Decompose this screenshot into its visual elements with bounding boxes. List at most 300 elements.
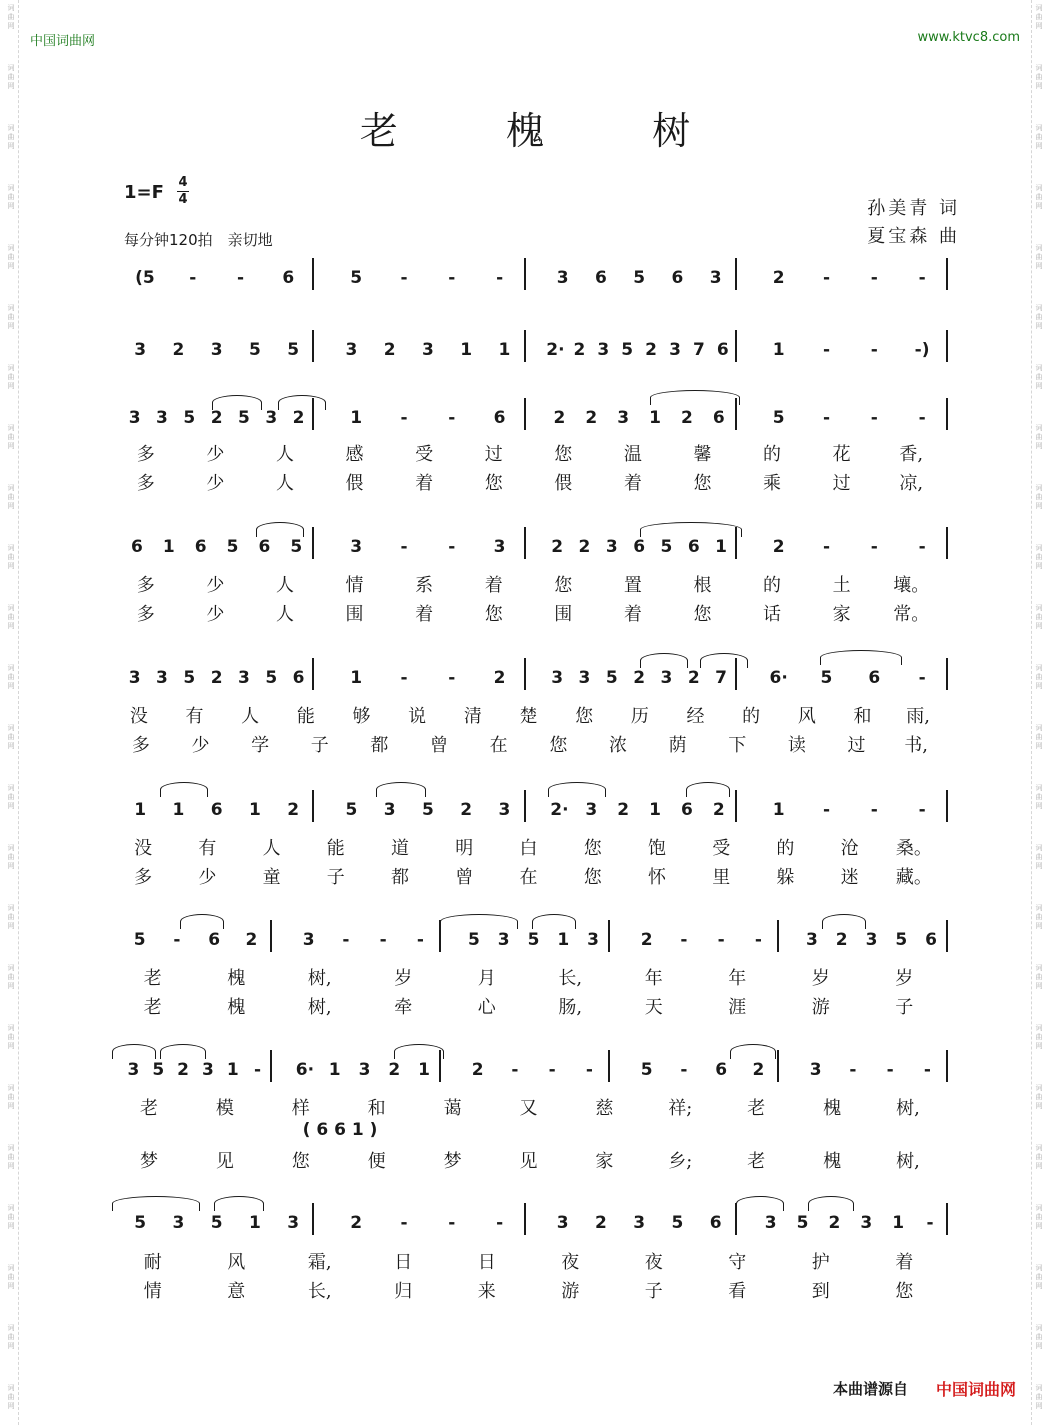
lyric-verse-2: 长, xyxy=(307,1281,332,1302)
watermark-text: 词 曲 网 xyxy=(1035,904,1043,930)
alternate-notes: ( 6 6 1 ) xyxy=(302,1120,378,1140)
note: 5 xyxy=(290,537,303,557)
note: 6 xyxy=(712,408,725,428)
note: 1 xyxy=(498,340,511,360)
lyric-verse-2: 您 xyxy=(583,867,602,888)
note: 5 xyxy=(238,408,250,428)
lyric-verse-1: 能 xyxy=(326,838,345,859)
note: 3 xyxy=(585,800,598,820)
watermark-text: 词 曲 网 xyxy=(1035,604,1043,630)
watermark-text: 词 曲 网 xyxy=(7,1384,15,1410)
lyric-verse-1: 的 xyxy=(763,575,782,596)
note: 6 xyxy=(925,930,938,950)
note: 6 xyxy=(633,537,646,557)
lyric-verse-1: 道 xyxy=(391,838,410,859)
note: 2 xyxy=(245,930,258,950)
note: - xyxy=(822,340,830,360)
bar-line xyxy=(524,527,526,559)
note: 5 xyxy=(183,408,196,428)
note: - xyxy=(585,1060,593,1080)
note: 1 xyxy=(350,408,363,428)
lyric-verse-1: 没 xyxy=(129,706,148,727)
note: - xyxy=(923,1060,931,1080)
watermark-text: 词 曲 网 xyxy=(1035,1144,1043,1170)
note: 6 xyxy=(687,537,700,557)
lyric-verse-1: 有 xyxy=(198,838,217,859)
lyric-verse-1: 和 xyxy=(853,706,872,727)
note: 6 xyxy=(292,668,305,688)
lyric-verse-2: 家 xyxy=(595,1151,614,1172)
note: (5 xyxy=(135,268,155,288)
note: 1 xyxy=(162,537,175,557)
note: 1 xyxy=(649,800,661,820)
bar-line xyxy=(524,1203,526,1235)
note: 5 xyxy=(421,800,434,820)
note: 6· xyxy=(295,1060,315,1080)
lyric-verse-1: 白 xyxy=(519,838,538,859)
watermark-text: 词 曲 网 xyxy=(1035,124,1043,150)
note: 5 xyxy=(345,800,358,820)
note: 3 xyxy=(201,1060,214,1080)
slur xyxy=(256,522,304,537)
lyric-verse-1: 和 xyxy=(367,1098,386,1119)
watermark-text: 词 曲 网 xyxy=(7,424,15,450)
note: 2 xyxy=(383,340,396,360)
note: 6 xyxy=(210,800,223,820)
note: 3 xyxy=(860,1213,873,1233)
lyric-verse-1: 土 xyxy=(832,575,851,596)
lyric-verse-2: 您 xyxy=(291,1151,310,1172)
note: 2 xyxy=(553,408,566,428)
note: 2 xyxy=(460,800,473,820)
slur xyxy=(822,914,866,929)
lyric-verse-2: 多 xyxy=(136,604,155,625)
lyric-verse-2: 树, xyxy=(896,1151,920,1172)
watermark-text: 词 曲 网 xyxy=(7,1084,15,1110)
note: 2 xyxy=(752,1060,765,1080)
composer-credit: 夏宝森 曲 xyxy=(867,226,960,247)
lyric-verse-2: 童 xyxy=(262,867,281,888)
note: 2 xyxy=(172,340,185,360)
bar-line xyxy=(946,398,948,430)
note: 2 xyxy=(617,800,630,820)
lyric-verse-1: 日 xyxy=(477,1252,496,1273)
lyric-verse-2: 槐 xyxy=(227,997,246,1018)
lyric-verse-1: 置 xyxy=(623,575,642,596)
note: 5 xyxy=(820,668,833,688)
note: 5 xyxy=(660,537,673,557)
note: 5 xyxy=(152,1060,165,1080)
lyric-verse-2: 多 xyxy=(136,473,155,494)
lyricist-credit: 孙美青 词 xyxy=(867,198,960,219)
note: 3 xyxy=(128,408,141,428)
slur xyxy=(820,650,902,665)
note: 3 xyxy=(597,340,610,360)
bar-line xyxy=(524,398,526,430)
lyric-verse-1: 槐 xyxy=(227,968,246,989)
bar-line xyxy=(270,1050,272,1082)
watermark-text: 词 曲 网 xyxy=(7,724,15,750)
lyric-verse-2: 看 xyxy=(728,1281,747,1302)
note: 5 xyxy=(467,930,480,950)
note: - xyxy=(400,537,408,557)
note: - xyxy=(717,930,725,950)
slur xyxy=(730,1044,776,1059)
note: - xyxy=(448,268,456,288)
note: - xyxy=(496,268,504,288)
note: - xyxy=(680,1060,688,1080)
lyric-verse-1: 的 xyxy=(776,838,795,859)
note: 2 xyxy=(471,1060,484,1080)
lyric-verse-1: 过 xyxy=(484,444,503,465)
lyric-verse-1: 情 xyxy=(345,575,364,596)
bar-line xyxy=(524,658,526,690)
lyric-verse-2: 心 xyxy=(477,997,496,1018)
site-url-top-right[interactable]: www.ktvc8.com xyxy=(917,30,1020,45)
note: 5 xyxy=(671,1213,684,1233)
note: 3 xyxy=(287,1213,300,1233)
note: 5 xyxy=(226,537,239,557)
left-watermark-strip xyxy=(4,0,19,1425)
watermark-text: 词 曲 网 xyxy=(1035,1024,1043,1050)
bar-line xyxy=(608,1050,610,1082)
note: 1 xyxy=(418,1060,431,1080)
note: 3 xyxy=(358,1060,371,1080)
note: -) xyxy=(914,340,930,360)
note: 2 xyxy=(177,1060,189,1080)
note: - xyxy=(870,408,878,428)
lyric-verse-1: 您 xyxy=(583,838,602,859)
watermark-text: 词 曲 网 xyxy=(7,604,15,630)
lyric-verse-2: 到 xyxy=(811,1281,830,1302)
note: 3 xyxy=(345,340,358,360)
lyric-verse-1: 人 xyxy=(275,575,294,596)
slur xyxy=(112,1044,156,1059)
slur xyxy=(112,1196,200,1211)
note: 1 xyxy=(649,408,661,428)
lyric-verse-1: 树, xyxy=(896,1098,920,1119)
watermark-text: 词 曲 网 xyxy=(7,364,15,390)
watermark-text: 词 曲 网 xyxy=(7,1264,15,1290)
lyric-verse-2: 曾 xyxy=(430,735,449,756)
note: - xyxy=(918,268,926,288)
watermark-text: 词 曲 网 xyxy=(1035,784,1043,810)
slur xyxy=(440,914,518,929)
lyric-verse-2: 来 xyxy=(477,1281,496,1302)
slur xyxy=(650,390,740,405)
lyric-verse-1: 守 xyxy=(728,1252,747,1273)
watermark-text: 词 曲 网 xyxy=(7,184,15,210)
note: - xyxy=(448,537,456,557)
lyric-verse-1: 多 xyxy=(136,575,155,596)
note: - xyxy=(886,1060,894,1080)
watermark-text: 词 曲 网 xyxy=(1035,544,1043,570)
right-watermark-strip xyxy=(1031,0,1046,1425)
note: 6 xyxy=(594,268,607,288)
note: 2 xyxy=(287,800,300,820)
note: 6· xyxy=(769,668,788,688)
note: 6 xyxy=(131,537,143,557)
note: 2 xyxy=(585,408,598,428)
watermark-text: 词 曲 网 xyxy=(1035,724,1043,750)
lyric-verse-2: 着 xyxy=(415,473,434,494)
lyric-verse-1: 祥; xyxy=(668,1098,693,1119)
note: 3 xyxy=(265,408,278,428)
note: 2 xyxy=(551,537,564,557)
note: 1 xyxy=(892,1213,905,1233)
slur xyxy=(736,1196,784,1211)
bar-line xyxy=(312,1203,314,1235)
note: - xyxy=(822,537,830,557)
bar-line xyxy=(524,258,526,290)
note: - xyxy=(448,408,456,428)
lyric-verse-1: 人 xyxy=(262,838,281,859)
lyric-verse-2: 常。 xyxy=(893,604,930,625)
bar-line xyxy=(946,658,948,690)
lyric-verse-1: 老 xyxy=(143,968,162,989)
lyric-verse-1: 经 xyxy=(686,706,705,727)
watermark-text: 词 曲 网 xyxy=(7,664,15,690)
lyric-verse-1: 壤。 xyxy=(893,575,930,596)
note: 2 xyxy=(350,1213,363,1233)
lyric-verse-2: 围 xyxy=(345,604,364,625)
lyric-verse-2: 乡; xyxy=(668,1151,693,1172)
lyric-verse-1: 明 xyxy=(455,838,474,859)
slur xyxy=(376,782,426,797)
note: 2 xyxy=(573,340,586,360)
note: - xyxy=(511,1060,519,1080)
note: 5 xyxy=(640,1060,653,1080)
footer-source-site[interactable]: 中国词曲网 xyxy=(935,1380,1016,1399)
lyric-verse-2: 躲 xyxy=(776,867,795,888)
note: - xyxy=(849,1060,857,1080)
bar-line xyxy=(777,920,779,952)
bar-line xyxy=(946,1050,948,1082)
lyric-verse-1: 慈 xyxy=(595,1098,614,1119)
bar-line xyxy=(735,790,737,822)
watermark-text: 词 曲 网 xyxy=(1035,844,1043,870)
lyric-verse-1: 着 xyxy=(895,1252,914,1273)
lyric-verse-2: 少 xyxy=(191,735,210,756)
lyric-verse-1: 少 xyxy=(206,444,225,465)
watermark-text: 词 曲 网 xyxy=(7,844,15,870)
note: 6 xyxy=(681,800,693,820)
note: 3 xyxy=(556,1213,569,1233)
lyric-verse-2: 人 xyxy=(275,473,294,494)
note: 5 xyxy=(210,1213,223,1233)
note: 2 xyxy=(594,1213,607,1233)
note: 3 xyxy=(660,668,673,688)
slur xyxy=(548,782,606,797)
note: 1 xyxy=(328,1060,341,1080)
note: - xyxy=(237,268,245,288)
note: 3 xyxy=(617,408,630,428)
note: 3 xyxy=(809,1060,822,1080)
lyric-verse-1: 受 xyxy=(415,444,434,465)
lyric-verse-2: 您 xyxy=(895,1281,914,1302)
note: 3 xyxy=(156,668,168,688)
watermark-text: 词 曲 网 xyxy=(1035,244,1043,270)
note: 3 xyxy=(134,340,147,360)
watermark-text: 词 曲 网 xyxy=(1035,484,1043,510)
note: 2 xyxy=(210,668,223,688)
note: 2 xyxy=(493,668,506,688)
watermark-text: 词 曲 网 xyxy=(7,1024,15,1050)
note: - xyxy=(918,668,926,688)
lyric-verse-1: 槐 xyxy=(823,1098,842,1119)
lyric-verse-2: 便 xyxy=(367,1151,386,1172)
lyric-verse-1: 花 xyxy=(832,444,851,465)
note: 5 xyxy=(248,340,261,360)
lyric-verse-2: 见 xyxy=(519,1151,538,1172)
bar-line xyxy=(312,527,314,559)
lyric-verse-2: 家 xyxy=(832,604,851,625)
bar-line xyxy=(946,1203,948,1235)
note: 3 xyxy=(493,537,506,557)
lyric-verse-2: 梦 xyxy=(443,1151,462,1172)
watermark-text: 词 曲 网 xyxy=(7,4,15,30)
lyric-verse-1: 岁 xyxy=(895,968,914,989)
note: 3 xyxy=(302,930,315,950)
lyric-verse-1: 耐 xyxy=(143,1252,162,1273)
lyric-verse-1: 温 xyxy=(623,444,642,465)
lyric-verse-2: 少 xyxy=(206,604,225,625)
lyric-verse-2: 子 xyxy=(310,735,329,756)
note: - xyxy=(926,1213,934,1233)
watermark-text: 词 曲 网 xyxy=(1035,4,1043,30)
lyric-verse-1: 长, xyxy=(558,968,583,989)
note: 2 xyxy=(681,408,693,428)
note: 3 xyxy=(669,340,681,360)
bar-line xyxy=(946,790,948,822)
lyric-verse-1: 人 xyxy=(275,444,294,465)
note: 7 xyxy=(715,668,727,688)
note: 2· xyxy=(550,800,569,820)
note: 2· xyxy=(546,340,565,360)
watermark-text: 词 曲 网 xyxy=(1035,184,1043,210)
lyric-verse-1: 的 xyxy=(742,706,761,727)
slur xyxy=(214,1196,264,1211)
note: 6 xyxy=(709,1213,722,1233)
note: - xyxy=(918,800,926,820)
note: - xyxy=(822,800,830,820)
lyric-verse-2: 学 xyxy=(251,735,270,756)
note: 6 xyxy=(282,268,295,288)
note: 1 xyxy=(715,537,727,557)
lyric-verse-1: 您 xyxy=(554,575,573,596)
note: 6 xyxy=(868,668,881,688)
note: - xyxy=(918,537,926,557)
note: - xyxy=(918,408,926,428)
lyric-verse-2: 游 xyxy=(811,997,830,1018)
watermark-text: 词 曲 网 xyxy=(1035,1324,1043,1350)
lyric-verse-2: 树, xyxy=(307,997,332,1018)
lyric-verse-2: 子 xyxy=(326,867,345,888)
note: 2 xyxy=(645,340,657,360)
note: 5 xyxy=(895,930,908,950)
note: 5 xyxy=(621,340,634,360)
note: 3 xyxy=(238,668,250,688)
watermark-text: 词 曲 网 xyxy=(1035,364,1043,390)
slur xyxy=(808,1196,854,1211)
note: 3 xyxy=(551,668,564,688)
note: 3 xyxy=(498,800,511,820)
note: - xyxy=(870,340,878,360)
lyric-verse-2: 读 xyxy=(787,735,806,756)
note: 1 xyxy=(172,800,185,820)
note: 3 xyxy=(865,930,878,950)
bar-line xyxy=(946,330,948,362)
note: 5 xyxy=(287,340,300,360)
lyric-verse-2: 意 xyxy=(227,1281,246,1302)
note: 1 xyxy=(134,800,147,820)
lyric-verse-2: 怀 xyxy=(647,867,666,888)
lyric-verse-2: 迷 xyxy=(840,867,859,888)
slur xyxy=(160,1044,206,1059)
lyric-verse-2: 浓 xyxy=(608,735,627,756)
note: 3 xyxy=(605,537,618,557)
lyric-verse-1: 系 xyxy=(415,575,434,596)
note: 2 xyxy=(292,408,305,428)
note: 5 xyxy=(134,1213,147,1233)
note: 5 xyxy=(265,668,278,688)
lyric-verse-2: 您 xyxy=(549,735,568,756)
lyric-verse-2: 偎 xyxy=(554,473,573,494)
watermark-text: 词 曲 网 xyxy=(7,304,15,330)
note: 1 xyxy=(248,800,261,820)
bar-line xyxy=(270,920,272,952)
bar-line xyxy=(735,330,737,362)
lyric-verse-2: 肠, xyxy=(558,997,583,1018)
site-name-top-left[interactable]: 中国词曲网 xyxy=(30,34,96,49)
lyric-verse-1: 的 xyxy=(763,444,782,465)
bar-line xyxy=(524,330,526,362)
lyric-verse-2: 人 xyxy=(275,604,294,625)
lyric-verse-2: 子 xyxy=(895,997,914,1018)
note: 3 xyxy=(587,930,600,950)
note: 3 xyxy=(210,340,223,360)
lyric-verse-2: 过 xyxy=(847,735,866,756)
note: 7 xyxy=(692,340,705,360)
watermark-text: 词 曲 网 xyxy=(1035,1204,1043,1230)
slur xyxy=(686,782,730,797)
watermark-text: 词 曲 网 xyxy=(7,1204,15,1230)
lyric-verse-2: 槐 xyxy=(823,1151,842,1172)
lyric-verse-2: 在 xyxy=(519,867,538,888)
lyric-verse-1: 有 xyxy=(185,706,204,727)
lyric-verse-2: 多 xyxy=(134,867,153,888)
lyric-verse-2: 乘 xyxy=(763,473,782,494)
note: 5 xyxy=(633,268,646,288)
bar-line xyxy=(312,658,314,690)
watermark-text: 词 曲 网 xyxy=(1035,664,1043,690)
note: 6 xyxy=(208,930,221,950)
lyric-verse-2: 老 xyxy=(747,1151,766,1172)
lyric-verse-1: 风 xyxy=(797,706,816,727)
bar-line xyxy=(777,1050,779,1082)
lyric-verse-2: 着 xyxy=(415,604,434,625)
watermark-text: 词 曲 网 xyxy=(1035,1384,1043,1410)
lyric-verse-2: 凉, xyxy=(899,473,924,494)
lyric-verse-2: 都 xyxy=(391,867,410,888)
lyric-verse-2: 过 xyxy=(832,473,851,494)
lyric-verse-2: 在 xyxy=(489,735,508,756)
lyric-verse-1: 老 xyxy=(747,1098,766,1119)
lyric-verse-1: 您 xyxy=(575,706,594,727)
lyric-verse-2: 梦 xyxy=(139,1151,158,1172)
lyric-verse-1: 风 xyxy=(227,1252,246,1273)
note: 3 xyxy=(350,537,363,557)
